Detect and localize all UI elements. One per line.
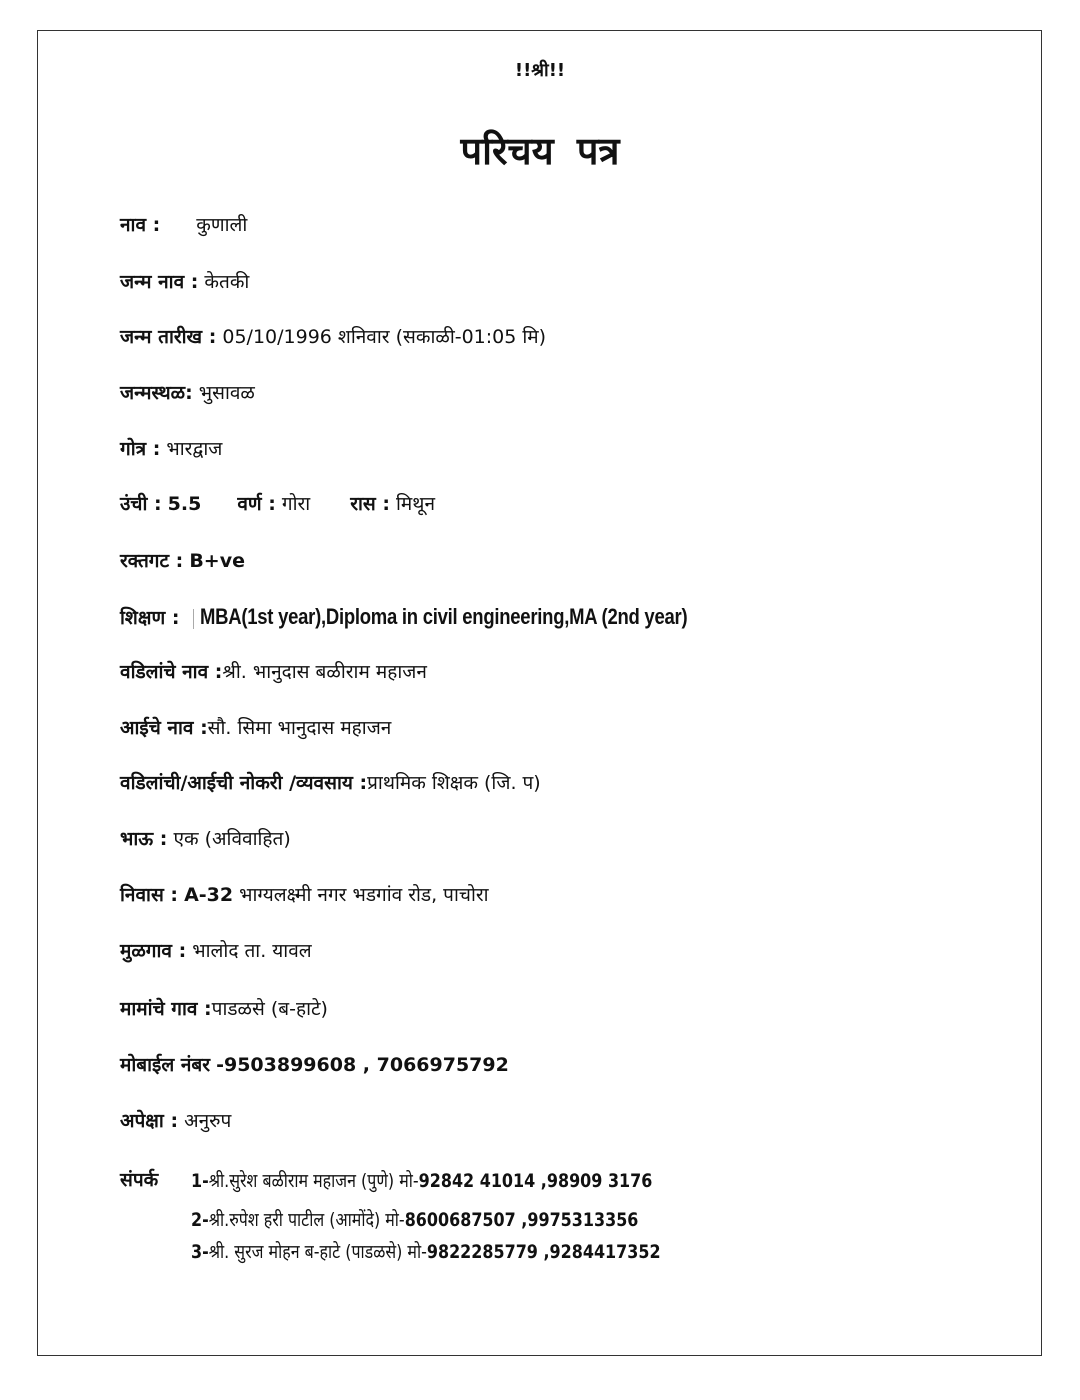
expectation-label: अपेक्षा : bbox=[120, 1110, 179, 1132]
gotra-label: गोत्र : bbox=[120, 438, 161, 460]
row-expectation bbox=[120, 1107, 231, 1135]
row-residence bbox=[120, 881, 489, 909]
row-maternal-village bbox=[120, 995, 328, 1023]
contact-num: 3- bbox=[191, 1241, 209, 1263]
contact-line-2 bbox=[191, 1206, 638, 1232]
native-village-label: मुळगाव : bbox=[120, 940, 187, 962]
father-name-value: श्री. भानुदास बळीराम महाजन bbox=[222, 661, 427, 683]
row-native-village bbox=[120, 937, 312, 965]
residence-label: निवास : bbox=[120, 884, 179, 906]
birth-date-value: 05/10/1996 शनिवार (सकाळी-01:05 मि) bbox=[222, 326, 547, 348]
brother-label: भाऊ : bbox=[120, 828, 168, 850]
contact-line-1 bbox=[191, 1167, 652, 1193]
rashi-label: रास : bbox=[350, 493, 390, 515]
birth-name-value: केतकी bbox=[204, 271, 250, 293]
parents-occupation-label: वडिलांची/आईची नोकरी /व्यवसाय : bbox=[120, 772, 368, 794]
height-value: 5.5 bbox=[167, 493, 202, 515]
parents-occupation-value: प्राथमिक शिक्षक (जि. प) bbox=[367, 772, 541, 794]
contact-text: श्री.रुपेश हरी पाटील (आमोंदे) मो- bbox=[208, 1209, 405, 1231]
birth-place-value: भुसावळ bbox=[198, 382, 255, 404]
birth-place-label: जन्मस्थळ: bbox=[120, 382, 193, 404]
birth-date-label: जन्म तारीख : bbox=[120, 326, 217, 348]
residence-code: A-32 bbox=[184, 884, 234, 906]
gotra-value: भारद्वाज bbox=[166, 438, 223, 460]
contact-line-3 bbox=[191, 1238, 661, 1264]
maternal-village-value: पाडळसे (ब-हाटे) bbox=[211, 998, 328, 1020]
row-birth-date bbox=[120, 323, 546, 351]
contact-text: श्री. सुरज मोहन ब-हाटे (पाडळसे) मो- bbox=[208, 1241, 427, 1263]
row-birth-place bbox=[120, 379, 255, 407]
row-mobile bbox=[120, 1051, 509, 1079]
page-title: परिचय पत्र bbox=[460, 129, 620, 173]
row-name bbox=[120, 211, 247, 239]
contact-num: 1- bbox=[191, 1170, 209, 1192]
blood-group-label: रक्तगट : bbox=[120, 550, 184, 572]
row-height-complexion-rashi bbox=[120, 490, 435, 518]
row-mother-name bbox=[120, 714, 391, 742]
expectation-value: अनुरुप bbox=[184, 1110, 232, 1132]
complexion-label: वर्ण : bbox=[237, 493, 276, 515]
mobile-label: मोबाईल नंबर bbox=[120, 1054, 211, 1076]
contact-phone: 8600687507 ,9975313356 bbox=[404, 1209, 639, 1231]
contact-num: 2- bbox=[191, 1209, 209, 1231]
row-birth-name bbox=[120, 268, 249, 296]
contact-label: संपर्क bbox=[120, 1169, 159, 1191]
header-mark: !!श्री!! bbox=[514, 60, 566, 81]
contact-phone: 92842 41014 ,98909 3176 bbox=[418, 1170, 653, 1192]
education-value: MBA(1st year),Diploma in civil engineering,MA (2nd year) bbox=[200, 604, 688, 629]
row-gotra bbox=[120, 435, 222, 463]
blood-group-value: B+ve bbox=[189, 550, 246, 572]
native-village-value: भालोद ता. यावल bbox=[192, 940, 312, 962]
mother-name-label: आईचे नाव : bbox=[120, 717, 208, 739]
name-label: नाव : bbox=[120, 214, 161, 236]
row-education bbox=[120, 603, 781, 632]
birth-name-label: जन्म नाव : bbox=[120, 271, 199, 293]
contact-phone: 9822285779 ,9284417352 bbox=[426, 1241, 661, 1263]
brother-value: एक (अविवाहित) bbox=[173, 828, 291, 850]
row-brother bbox=[120, 825, 291, 853]
height-label: उंची : bbox=[120, 493, 162, 515]
education-label: शिक्षण : bbox=[120, 607, 180, 629]
name-value: कुणाली bbox=[196, 214, 248, 236]
residence-value: भाग्यलक्ष्मी नगर भडगांव रोड, पाचोरा bbox=[239, 884, 489, 906]
complexion-value: गोरा bbox=[281, 493, 311, 515]
row-parents-occupation bbox=[120, 769, 541, 797]
mother-name-value: सौ. सिमा भानुदास महाजन bbox=[207, 717, 392, 739]
cursor-mark bbox=[193, 609, 194, 629]
mobile-value: -9503899608 , 7066975792 bbox=[216, 1054, 509, 1076]
row-father-name bbox=[120, 658, 427, 686]
row-blood-group bbox=[120, 547, 245, 575]
rashi-value: मिथून bbox=[396, 493, 435, 515]
contact-text: श्री.सुरेश बळीराम महाजन (पुणे) मो- bbox=[208, 1170, 419, 1192]
father-name-label: वडिलांचे नाव : bbox=[120, 661, 223, 683]
maternal-village-label: मामांचे गाव : bbox=[120, 998, 212, 1020]
